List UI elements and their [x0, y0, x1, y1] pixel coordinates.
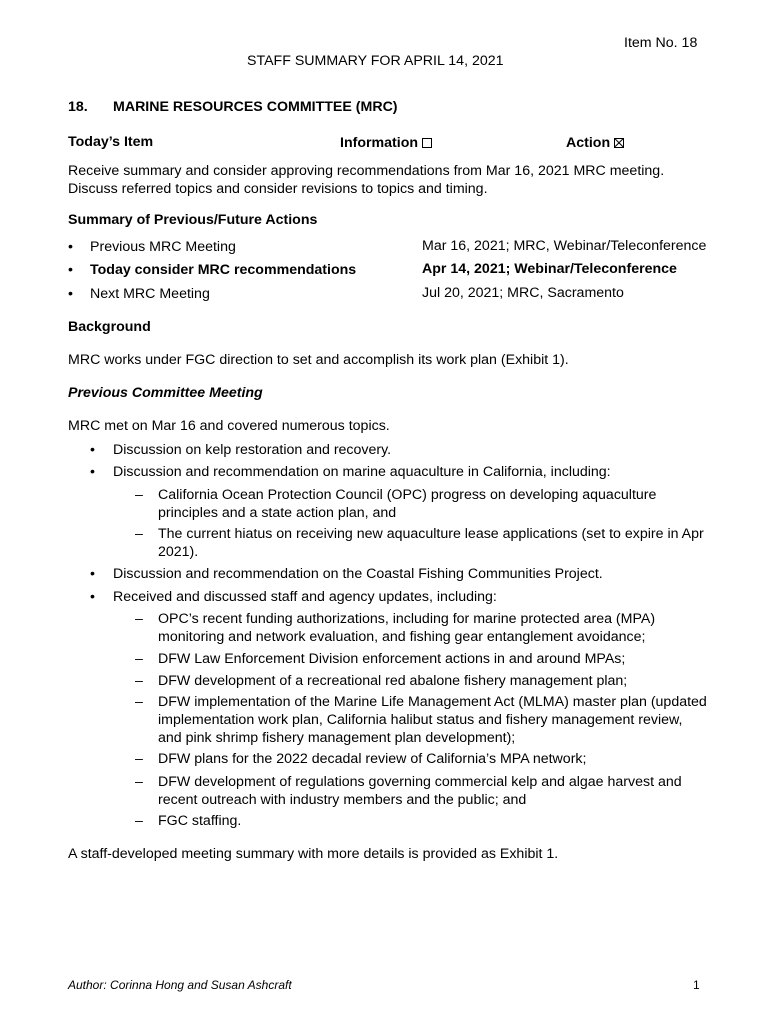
bullet-glyph: • — [90, 589, 95, 605]
dash-glyph: – — [135, 487, 143, 503]
closing-text: A staff-developed meeting summary with more details is provided as Exhibit 1. — [68, 846, 559, 862]
sub-list-item-text: FGC staffing. — [158, 813, 242, 829]
bullet-glyph: • — [68, 262, 73, 278]
item-number: Item No. 18 — [624, 35, 698, 51]
summary-row-value: Jul 20, 2021; MRC, Sacramento — [422, 285, 624, 301]
summary-row-label: Next MRC Meeting — [90, 286, 210, 302]
dash-glyph: – — [135, 694, 143, 710]
dash-glyph: – — [135, 673, 143, 689]
summary-row-label: Previous MRC Meeting — [90, 239, 236, 255]
background-heading: Background — [68, 319, 151, 335]
information-option — [340, 135, 432, 152]
previous-meeting-intro: MRC met on Mar 16 and covered numerous topics. — [68, 418, 390, 434]
page-number: 1 — [693, 978, 700, 992]
list-item-text: Discussion and recommendation on the Coastal Fishing Communities Project. — [113, 566, 603, 582]
bullet-glyph: • — [68, 239, 73, 255]
previous-meeting-heading: Previous Committee Meeting — [68, 385, 263, 401]
intro-paragraph: Receive summary and consider approving recommendations from Mar 16, 2021 MRC meeting. Discuss referred topics and consider revisions to topics and timing. — [68, 163, 665, 197]
section-number: 18. — [68, 99, 88, 115]
action-label: Action — [566, 135, 611, 151]
bullet-glyph: • — [90, 566, 95, 582]
sub-list-item-text: DFW development of a recreational red abalone fishery management plan; — [158, 673, 628, 689]
list-item-text: Discussion and recommendation on marine aquaculture in California, including: — [113, 464, 611, 480]
bullet-glyph: • — [90, 464, 95, 480]
sub-list-item-text: DFW implementation of the Marine Life Management Act (MLMA) master plan (updated implementation work plan, California halibut status and fishery management review, and pink shrimp fishery management plan development); — [158, 694, 707, 746]
todays-item-label: Today’s Item — [68, 134, 154, 150]
bullet-glyph: • — [68, 286, 73, 302]
sub-list-item-text: DFW Law Enforcement Division enforcement actions in and around MPAs; — [158, 651, 626, 667]
dash-glyph: – — [135, 751, 143, 767]
list-item-text: Discussion on kelp restoration and recovery. — [113, 442, 392, 458]
action-option — [566, 135, 624, 152]
summary-actions-heading: Summary of Previous/Future Actions — [68, 212, 318, 228]
summary-row-value: Apr 14, 2021; Webinar/Teleconference — [422, 261, 677, 277]
dash-glyph: – — [135, 611, 143, 627]
summary-title: STAFF SUMMARY FOR APRIL 14, 2021 — [247, 53, 504, 69]
background-text: MRC works under FGC direction to set and accomplish its work plan (Exhibit 1). — [68, 352, 569, 368]
information-label: Information — [340, 135, 419, 151]
sub-list-item-text: The current hiatus on receiving new aquaculture lease applications (set to expire in Apr 2021). — [158, 526, 704, 560]
summary-row-value: Mar 16, 2021; MRC, Webinar/Teleconference — [422, 238, 707, 254]
summary-row-label: Today consider MRC recommendations — [90, 262, 357, 278]
section-title: MARINE RESOURCES COMMITTEE (MRC) — [113, 99, 398, 115]
sub-list-item-text: California Ocean Protection Council (OPC) progress on developing aquaculture principles and a state action plan, and — [158, 487, 657, 521]
footer-author: Author: Corinna Hong and Susan Ashcraft — [68, 978, 292, 992]
sub-list-item-text: DFW plans for the 2022 decadal review of California’s MPA network; — [158, 751, 587, 767]
information-checkbox — [422, 138, 432, 148]
dash-glyph: – — [135, 774, 143, 790]
dash-glyph: – — [135, 813, 143, 829]
sub-list-item-text: DFW development of regulations governing commercial kelp and algae harvest and recent outreach with industry members and the public; and — [158, 774, 682, 808]
dash-glyph: – — [135, 526, 143, 542]
action-checkbox — [614, 138, 624, 148]
sub-list-item-text: OPC’s recent funding authorizations, including for marine protected area (MPA) monitoring and network evaluation, and fishing gear entanglement avoidance; — [158, 611, 656, 645]
bullet-glyph: • — [90, 442, 95, 458]
dash-glyph: – — [135, 651, 143, 667]
list-item-text: Received and discussed staff and agency updates, including: — [113, 589, 497, 605]
